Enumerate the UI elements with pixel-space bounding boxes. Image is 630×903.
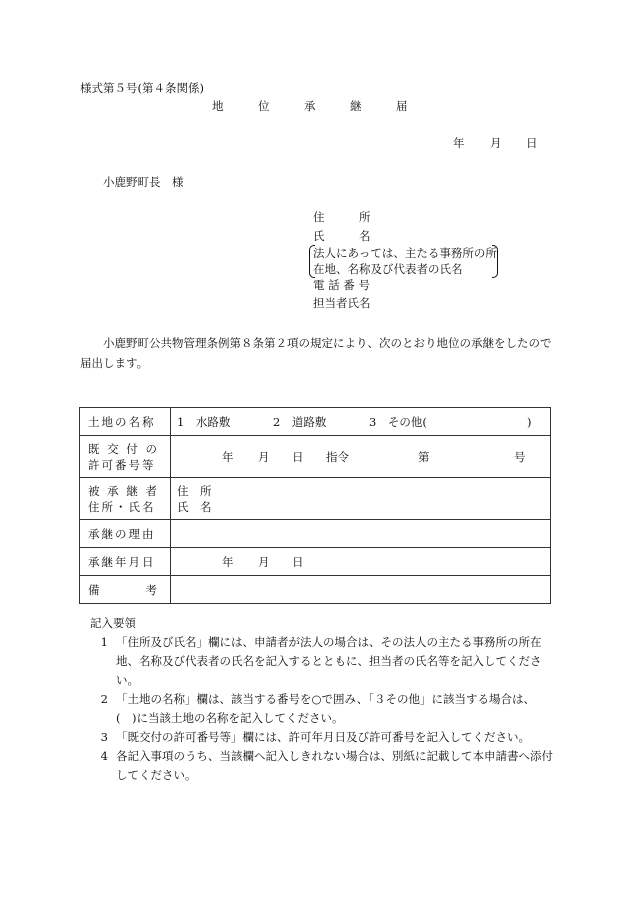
- succession-table: [79, 407, 551, 604]
- reason-field[interactable]: [171, 520, 551, 548]
- addressee: 小鹿野町長 様: [103, 175, 184, 189]
- successor-field[interactable]: [171, 478, 551, 520]
- instruction-number: 2: [100, 692, 108, 706]
- successor-label-line2: 住所・氏名: [88, 499, 156, 514]
- bracket-right: [492, 245, 498, 278]
- land-option-other-close: ): [527, 414, 532, 429]
- succession-date-field[interactable]: [171, 548, 551, 576]
- successor-label: [80, 478, 171, 520]
- table-row: [80, 520, 551, 548]
- instruction-number: 1: [100, 635, 108, 649]
- succession-date-label: 承継年月日: [80, 548, 171, 576]
- applicant-name-label: 氏 名: [313, 229, 371, 243]
- succession-month-label: 月: [258, 554, 270, 569]
- successor-address-label: 住 所: [177, 483, 212, 498]
- applicant-phone-label: 電 話 番 号: [313, 278, 370, 292]
- permit-label-line2: 許可番号等: [88, 457, 156, 472]
- instruction-item: [80, 633, 555, 690]
- date-year-label: 年: [453, 136, 465, 150]
- applicant-address-label: 住 所: [313, 210, 371, 224]
- form-title: [212, 101, 442, 113]
- submission-date: [453, 138, 538, 150]
- table-row: [80, 436, 551, 478]
- successor-name-label: 氏 名: [177, 499, 212, 514]
- instruction-item: [80, 690, 555, 728]
- permit-directive-label: 指令: [326, 449, 349, 464]
- successor-label-line1: 被 承 継 者: [88, 483, 159, 498]
- succession-year-label: 年: [222, 554, 234, 569]
- permit-label-line1: 既 交 付 の: [88, 441, 159, 456]
- land-option-road[interactable]: 2 道路敷: [273, 414, 327, 429]
- instruction-text: 「土地の名称」欄は、該当する番号を○で囲み、「３その他」に該当する場合は、( )に当該土地の名称を記入してください。: [116, 692, 535, 725]
- permit-go-label: 号: [514, 449, 526, 464]
- date-month-label: 月: [490, 136, 502, 150]
- title-char: 継: [350, 99, 362, 113]
- form-number: 様式第５号(第４条関係): [80, 81, 204, 95]
- instructions-heading: 記入要領: [90, 616, 136, 630]
- date-day-label: 日: [526, 136, 538, 150]
- land-option-other[interactable]: 3 その他(: [369, 414, 427, 429]
- permit-field[interactable]: [171, 436, 551, 478]
- table-row: [80, 548, 551, 576]
- permit-day-label: 日: [292, 449, 304, 464]
- reason-label: 承継の理由: [80, 520, 171, 548]
- instructions: [80, 614, 555, 785]
- instruction-number: 4: [100, 749, 108, 763]
- permit-label: [80, 436, 171, 478]
- applicant-person-label: 担当者氏名: [313, 296, 371, 310]
- instruction-number: 3: [100, 730, 108, 744]
- title-char: 届: [396, 99, 408, 113]
- table-row: [80, 478, 551, 520]
- instruction-text: 「住所及び氏名」欄には、申請者が法人の場合は、その法人の主たる事務所の所在地、名称及び代表者の氏名を記入するとともに、担当者の氏名等を記入してください。: [116, 635, 542, 687]
- land-name-label: 土地の名称: [80, 408, 171, 436]
- table-row: [80, 576, 551, 604]
- permit-year-label: 年: [222, 449, 234, 464]
- instruction-text: 各記入事項のうち、当該欄へ記入しきれない場合は、別紙に記載して本申請書へ添付してください。: [116, 749, 553, 782]
- instruction-text: 「既交付の許可番号等」欄には、許可年月日及び許可番号を記入してください。: [116, 730, 530, 744]
- remarks-field[interactable]: [171, 576, 551, 604]
- permit-month-label: 月: [258, 449, 270, 464]
- succession-day-label: 日: [292, 554, 304, 569]
- title-char: 承: [304, 99, 316, 113]
- instruction-item: [80, 747, 555, 785]
- instruction-item: [80, 728, 555, 747]
- title-char: 地: [212, 99, 224, 113]
- title-char: 位: [258, 99, 270, 113]
- land-option-waterway[interactable]: 1 水路敷: [177, 414, 231, 429]
- remarks-label: 備 考: [80, 576, 171, 604]
- table-row: [80, 408, 551, 436]
- permit-dai-label: 第: [418, 449, 430, 464]
- corporation-note-line1: 法人にあっては、主たる事務所の所: [313, 246, 497, 260]
- statement-text: 小鹿野町公共物管理条例第８条第２項の規定により、次のとおり地位の承継をしたので届出します。: [80, 336, 552, 370]
- corporation-note-line2: 在地、名称及び代表者の氏名: [313, 262, 463, 276]
- land-name-field[interactable]: [171, 408, 551, 436]
